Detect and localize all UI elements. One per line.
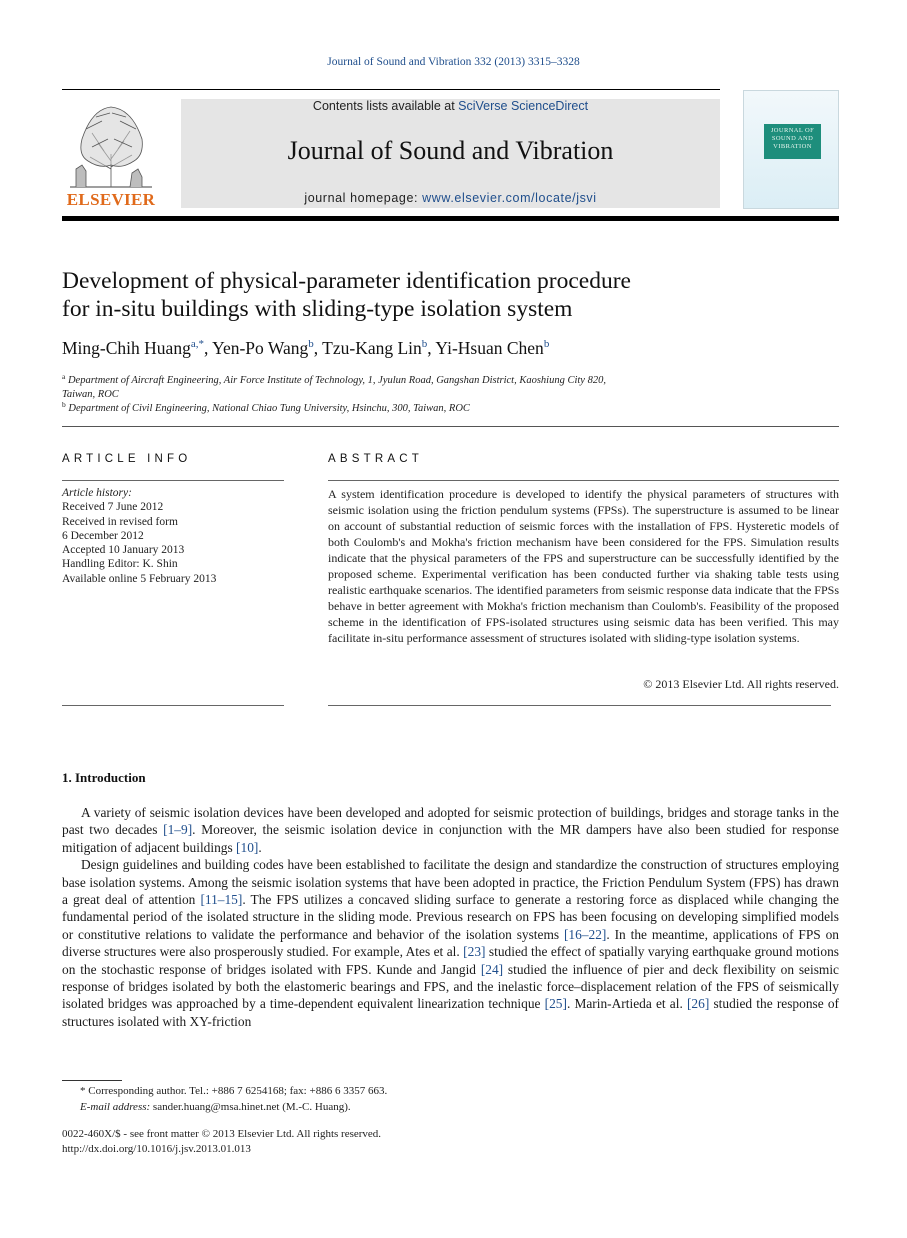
affiliation-text: Taiwan, ROC <box>62 389 119 400</box>
author-name: Yen-Po Wang <box>212 338 309 358</box>
author-separator: , <box>203 338 213 358</box>
author-separator: , <box>427 338 436 358</box>
history-item: Accepted 10 January 2013 <box>62 544 185 557</box>
citation-link[interactable]: [16–22] <box>563 926 607 942</box>
author-name: Ming-Chih Huang <box>62 338 191 358</box>
imprint <box>62 1127 662 1156</box>
contents-prefix: Contents lists available at <box>312 99 459 113</box>
homepage-prefix: journal homepage: <box>304 191 423 205</box>
abstract-heading: ABSTRACT <box>328 453 423 465</box>
affiliation-b <box>62 398 702 416</box>
article-info-rule <box>62 480 284 481</box>
citation-link[interactable]: [11–15] <box>200 892 243 908</box>
citation-link[interactable]: [24] <box>480 961 504 977</box>
journal-homepage-line <box>181 191 720 205</box>
history-item: 6 December 2012 <box>62 529 144 542</box>
affiliation-label: b <box>62 400 66 409</box>
contents-availability-line <box>181 99 720 113</box>
affiliation-text: Department of Civil Engineering, National Chiao Tung University, Hsinchu, 300, Taiwan, ROC <box>68 403 470 414</box>
introduction-body <box>62 804 839 1030</box>
citation-link[interactable]: [23] <box>463 944 486 960</box>
affiliation-mark[interactable]: a,* <box>190 338 204 350</box>
history-item: Received in revised form <box>62 515 178 528</box>
article-info-bottom-rule <box>62 705 284 706</box>
author-list <box>62 338 842 359</box>
article-title-line-2: for in-situ buildings with sliding-type isolation system <box>62 296 573 322</box>
article-title <box>62 267 802 323</box>
author-name: Yi-Hsuan Chen <box>435 338 544 358</box>
journal-title: Journal of Sound and Vibration <box>287 136 614 165</box>
sciencedirect-link[interactable]: SciVerse ScienceDirect <box>458 99 589 113</box>
front-matter-line: 0022-460X/$ - see front matter © 2013 Elsevier Ltd. All rights reserved. <box>62 1128 382 1140</box>
article-info-heading: ARTICLE INFO <box>62 453 192 465</box>
affiliation-label: a <box>62 372 66 381</box>
header-top-rule <box>62 89 720 90</box>
citation-link[interactable]: [25] <box>544 996 567 1012</box>
elsevier-logo-text: ELSEVIER <box>66 190 156 209</box>
article-history-label: Article history: <box>62 487 132 499</box>
journal-cover-title: JOURNAL OF SOUND AND VIBRATION <box>770 127 815 150</box>
section-divider <box>62 426 839 427</box>
abstract-text: A system identification procedure is developed to identify the physical parameters of structures with seismic isolation using the friction pendulum systems (FPSs). The superstructure is assumed to be linear on account of substantial reduction of seismic forces with the installation of FPS. Hysteretic models of both Coulomb's and Mokha's friction mechanism have been considered for the FPS. Simulation results indicate that the physical parameters of the FPS and superstructure can be successfully identified by the proposed scheme. Experimental verification has been conducted further via shaking table tests using realistic earthquake scenarios. The identified parameters from seismic response data indicate that the FPSs behave in better agreement with Mokha's friction mechanism than Coulomb's. Feasibility of the proposed scheme in the identification of FPS-isolated structures using seismic data has been verified. This may facilitate in-situ performance assessment of structures isolated with sliding-type isolation systems. <box>328 487 839 645</box>
abstract-rule <box>328 480 839 481</box>
history-item: Available online 5 February 2013 <box>62 572 217 585</box>
citation-link[interactable]: [10] <box>236 839 259 855</box>
journal-homepage-link[interactable]: www.elsevier.com/locate/jsvi <box>422 191 597 205</box>
citation-link[interactable]: [1–9] <box>163 822 193 838</box>
article-title-line-1: Development of physical-parameter identification procedure <box>62 268 631 294</box>
history-item: Received 7 June 2012 <box>62 501 164 514</box>
introduction-heading: 1. Introduction <box>62 770 146 785</box>
footnotes <box>62 1084 662 1115</box>
citation-link[interactable]: [26] <box>686 996 710 1012</box>
abstract-bottom-rule <box>328 705 831 706</box>
paragraph: Design guidelines and building codes have been established to facilitate the design and standardize the construction of structures employing base isolation systems. Among the seismic isolation systems that have been adopted in practice, the Friction Pendulum System (FPS) has drawn a great deal of attention [11–15]. The FPS utilizes a concaved sliding surface to generate a restoring force as displaced while changing the fundamental period of the isolated structure in the sliding mode. Previous research on FPS has been focusing on developing simplified models or constitutive relations to validate the performance and behavior of the isolation systems [16–22]. In the meantime, applications of FPS on diverse structures were also prosperously studied. For example, Ates et al. [23] studied the effect of spatially varying earthquake ground motions on the stochastic response of bridges isolated with FPS. Kunde and Jangid [24] studied the influence of pier and deck flexibility on seismic response of bridges isolated by both the elastomeric bearings and FPS, and the inelastic force–displacement relation of the FPS of seismically isolated bridges was approached by a time-dependent equivalent linearization technique [25]. Marin-Artieda et al. [26] studied the response of structures isolated with XY-friction <box>62 857 839 1029</box>
author-separator: , <box>313 338 323 358</box>
corresponding-author-note: * Corresponding author. Tel.: +886 7 6254168; fax: +886 6 3357 663. <box>80 1085 388 1097</box>
doi-link[interactable]: http://dx.doi.org/10.1016/j.jsv.2013.01.013 <box>62 1142 251 1155</box>
email-label: E-mail address: <box>80 1100 151 1113</box>
affiliation-mark[interactable]: b <box>421 338 428 350</box>
corresponding-author-mark[interactable]: * <box>198 338 204 350</box>
affiliation-text: Department of Aircraft Engineering, Air Force Institute of Technology, 1, Jyulun Road, Gangshan District, Kaoshiung City 820, <box>67 375 606 386</box>
article-history <box>62 486 284 586</box>
footnote-rule <box>62 1080 122 1081</box>
abstract-copyright: © 2013 Elsevier Ltd. All rights reserved. <box>643 677 839 691</box>
journal-reference[interactable]: Journal of Sound and Vibration 332 (2013) 3315–3328 <box>327 56 580 68</box>
author-name: Tzu-Kang Lin <box>322 338 422 358</box>
email-address[interactable]: sander.huang@msa.hinet.net (M.-C. Huang). <box>150 1100 351 1113</box>
paragraph: A variety of seismic isolation devices have been developed and adopted for seismic protection of buildings, bridges and storage tanks in the past two decades [1–9]. Moreover, the seismic isolation device in conjunction with the MR dampers have also been studied for response mitigation of adjacent buildings [10]. <box>62 805 839 855</box>
header-divider <box>62 216 839 221</box>
affiliation-mark[interactable]: b <box>308 338 314 350</box>
history-item: Handling Editor: K. Shin <box>62 558 178 571</box>
email-note <box>62 1100 662 1116</box>
affiliation-mark[interactable]: b <box>543 338 550 350</box>
